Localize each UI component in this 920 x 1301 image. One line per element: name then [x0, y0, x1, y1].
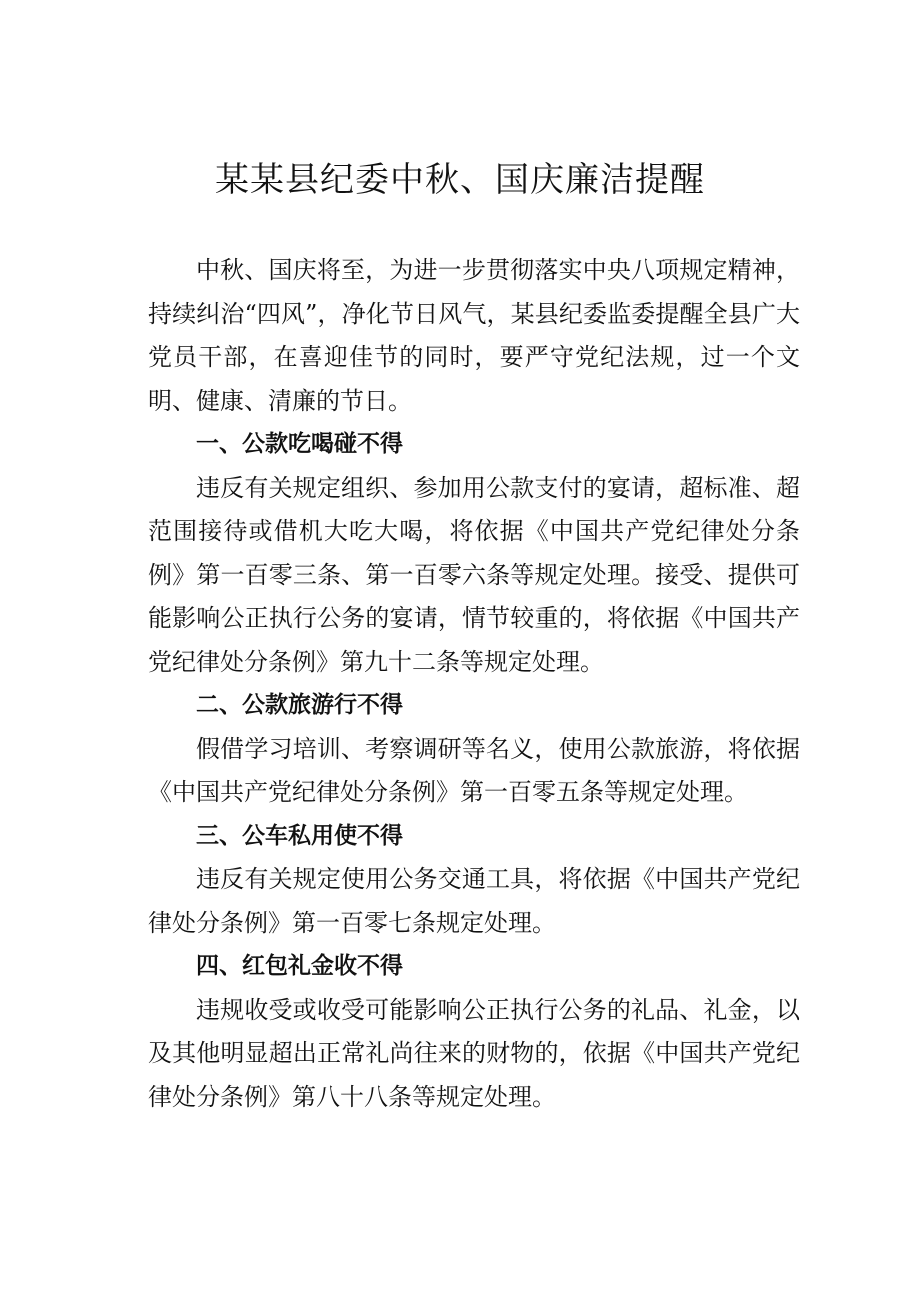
intro-paragraph: 中秋、国庆将至，为进一步贯彻落实中央八项规定精神，持续纠治“四风”，净化节日风气，某县纪委监委提醒全县广大党员干部，在喜迎佳节的同时，要严守党纪法规，过一个文明、健康、清廉的节日。	[148, 256, 800, 415]
section-heading-1: 一、公款吃喝碰不得	[196, 431, 403, 457]
section-paragraph-4: 违规收受或收受可能影响公正执行公务的礼品、礼金，以及其他明显超出正常礼尚往来的财物的，依据《中国共产党纪律处分条例》第八十八条等规定处理。	[148, 995, 800, 1111]
document-body	[148, 249, 800, 1119]
section-paragraph-3: 违反有关规定使用公务交通工具，将依据《中国共产党纪律处分条例》第一百零七条规定处理。	[148, 865, 800, 937]
section-heading-4: 四、红包礼金收不得	[196, 953, 403, 979]
section-paragraph-1: 违反有关规定组织、参加用公款支付的宴请，超标准、超范围接待或借机大吃大喝，将依据《中国共产党纪律处分条例》第一百零三条、第一百零六条等规定处理。接受、提供可能影响公正执行公务的宴请，情节较重的，将依据《中国共产党纪律处分条例》第九十二条等规定处理。	[148, 473, 800, 676]
section-paragraph-2: 假借学习培训、考察调研等名义，使用公款旅游，将依据《中国共产党纪律处分条例》第一百零五条等规定处理。	[148, 734, 800, 806]
document-title: 某某县纪委中秋、国庆廉洁提醒	[215, 160, 705, 200]
section-heading-3: 三、公车私用使不得	[196, 822, 403, 849]
section-heading-2: 二、公款旅游行不得	[196, 692, 403, 718]
